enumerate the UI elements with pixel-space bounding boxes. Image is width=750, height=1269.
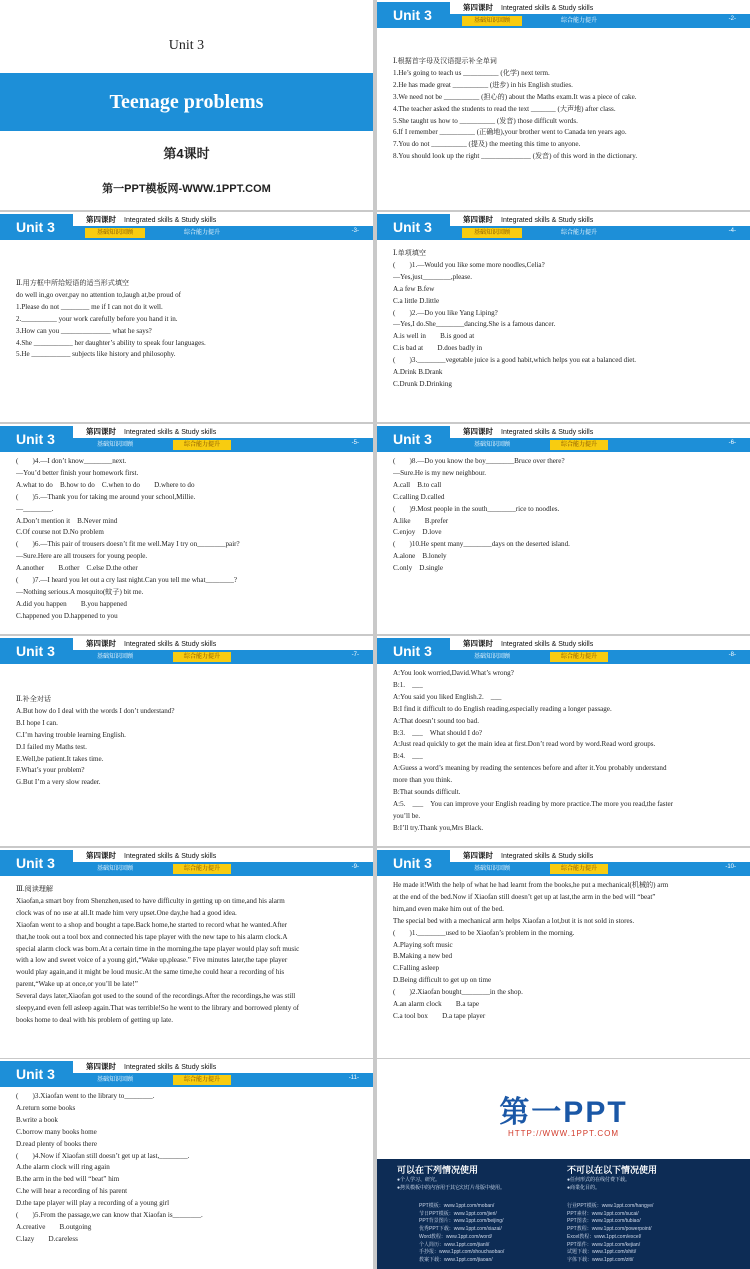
page-number: -5-: [351, 440, 359, 446]
ad-url: HTTP://WWW.1PPT.COM: [508, 1129, 619, 1138]
ad-info: [377, 1159, 750, 1269]
text-line: E.Well,be patient.It takes time.: [16, 754, 104, 763]
slide-content: [16, 456, 365, 623]
text-line: 6.If I remember __________ (正确地),your brother went to Canada ten years ago.: [393, 128, 627, 137]
text-line: A.the alarm clock will ring again: [16, 1163, 110, 1172]
page-number: -11-: [348, 1075, 359, 1081]
text-line: B.write a book: [16, 1115, 58, 1124]
cover-site: 第一PPT模板网-WWW.1PPT.COM: [102, 183, 271, 195]
slide-header: [0, 848, 373, 878]
unit-tag: Unit 3: [377, 638, 450, 664]
text-line: parent,“Wake up at once,or you’ll be late!”: [16, 980, 138, 989]
text-line: ( )4.—I don’t know________next.: [16, 457, 127, 465]
text-line: ( )4.Now if Xiaofan still doesn’t get up at last,________.: [16, 1151, 190, 1160]
slide-content: [393, 668, 742, 835]
text-line: —You’d better finish your homework first.: [16, 468, 139, 477]
slide-header: [377, 636, 750, 666]
tab-bar: [450, 14, 750, 28]
text-line: A.return some books: [16, 1103, 76, 1112]
lesson-subtitle: Integrated skills & Study skills: [124, 429, 217, 436]
text-line: C.a tool box D.a tape player: [393, 1011, 486, 1020]
slide-2: [377, 0, 750, 210]
text-line: books home to deal with his problem of getting up late.: [16, 1015, 174, 1024]
text-line: C.enjoy D.love: [393, 528, 442, 537]
unit-tag: Unit 3: [0, 850, 73, 876]
tab-advanced[interactable]: 综合能力提升: [173, 440, 231, 450]
text-line: A.alone B.lonely: [393, 552, 447, 561]
text-line: ( )7.—I heard you let out a cry last night.Can you tell me what________?: [16, 576, 238, 585]
slide-8: [377, 636, 750, 846]
text-line: that,he took out a tool box and connected his tape player with the new tape to his alarm clock.A: [16, 932, 288, 941]
slide-header: [0, 1059, 373, 1089]
text-line: clock was of no use at all.It made him very upset.One day,he had a good idea.: [16, 908, 237, 917]
text-line: A:You said you liked English.2. ___: [393, 692, 502, 701]
tab-bar: [450, 226, 750, 240]
ad-link[interactable]: 手抄报：www.1ppt.com/shouchaobao/: [419, 1249, 505, 1256]
text-line: special alarm clock was born.At a certain time in the morning,the tape player would play soft music: [16, 944, 300, 953]
tab-basic[interactable]: 基础知识回顾: [96, 1077, 133, 1083]
text-line: C.calling D.called: [393, 492, 445, 501]
lesson-subtitle: Integrated skills & Study skills: [501, 5, 594, 12]
text-line: —Sure.Here are all trousers for young people.: [16, 552, 148, 561]
ad-slide: [377, 1059, 750, 1269]
slide-header: [377, 0, 750, 30]
lesson-number: 第四课时: [86, 427, 116, 436]
cover-slide: [0, 0, 373, 210]
slide-4: [377, 212, 750, 422]
unit-tag: Unit 3: [377, 2, 450, 28]
slide-11: [0, 1059, 373, 1269]
page-number: -10-: [725, 864, 736, 870]
text-line: Ⅰ.根据首字母及汉语提示补全单词: [393, 57, 497, 65]
unit-tag: Unit 3: [0, 214, 73, 240]
text-line: A.did you happen B.you happened: [16, 599, 127, 608]
ad-links-right: [567, 1203, 742, 1265]
text-line: B.Making a new bed: [393, 952, 453, 961]
lesson-title: [86, 1061, 216, 1072]
ad-allowed: [397, 1163, 567, 1192]
text-line: C.Falling asleep: [393, 964, 440, 973]
lesson-title: [463, 214, 593, 225]
text-line: A:5. ___ You can improve your English reading by more practice.The more you read,the faster: [393, 799, 673, 808]
tab-basic[interactable]: 基础知识回顾: [473, 442, 510, 448]
tab-basic[interactable]: 基础知识回顾: [96, 866, 133, 872]
unit-tag: Unit 3: [377, 426, 450, 452]
text-line: Ⅱ.用方框中所给短语的适当形式填空: [16, 279, 130, 287]
text-line: C.borrow many books home: [16, 1127, 97, 1136]
slide-content: [16, 694, 365, 789]
tab-bar: [73, 226, 373, 240]
ad-forbidden-note: ●商業化目的。: [567, 1185, 601, 1191]
text-line: —Yes,just________,please.: [393, 272, 473, 281]
text-line: A.creative B.outgoing: [16, 1222, 92, 1231]
tab-bar: [73, 650, 373, 664]
cover-lesson: 第4课时: [163, 146, 210, 161]
text-line: ( )9.Most people in the south________rice to noodles.: [393, 504, 560, 513]
unit-tag: Unit 3: [377, 850, 450, 876]
tab-bar: [73, 438, 373, 452]
text-line: A.is well in B.is good at: [393, 332, 475, 341]
text-line: ( )2.—Do you like Yang Liping?: [393, 308, 498, 317]
text-line: A.an alarm clock B.a tape: [393, 1000, 480, 1009]
text-line: A.Drink B.Drank: [393, 368, 443, 377]
text-line: would play again,and it might be loud music.At the same time,he could hear a recording of his: [16, 968, 285, 977]
lesson-title: [86, 214, 216, 225]
text-line: A.a few B.few: [393, 284, 435, 293]
slide-content: [16, 1091, 365, 1246]
text-line: ( )6.—This pair of trousers doesn’t fit me well.May I try on________pair?: [16, 540, 240, 549]
lesson-subtitle: Integrated skills & Study skills: [124, 853, 217, 860]
lesson-title: [86, 850, 216, 861]
tab-advanced[interactable]: 综合能力提升: [173, 864, 231, 874]
page-number: -7-: [351, 652, 359, 658]
text-line: D.I failed my Maths test.: [16, 742, 87, 751]
ad-link[interactable]: PPT背景图片：www.1ppt.com/beijing/: [419, 1218, 504, 1225]
text-line: C.he will hear a recording of his parent: [16, 1187, 128, 1196]
text-line: 8.You should look up the right ______________ (发音) of this word in the dictionary.: [393, 152, 638, 161]
text-line: sleepy,and even fell asleep again.That was terrible!So he went to the library and borrowed plenty of: [16, 1004, 299, 1013]
text-line: more than you think.: [393, 776, 453, 785]
tab-basic[interactable]: 基础知识回顾: [96, 442, 133, 448]
text-line: Several days later,Xiaofan got used to the sound of the recordings.After the recordings,he was still: [16, 992, 296, 1001]
ad-link[interactable]: PPT素材：www.1ppt.com/sucai/: [567, 1210, 639, 1217]
lesson-number: 第四课时: [86, 1062, 116, 1071]
slide-content: [393, 456, 742, 575]
ad-link[interactable]: 优秀PPT下载：www.1ppt.com/xiazai/: [419, 1226, 502, 1233]
tab-advanced[interactable]: 综合能力提升: [173, 1075, 231, 1085]
lesson-title: [86, 638, 216, 649]
page-number: -9-: [351, 864, 359, 870]
text-line: A.Playing soft music: [393, 940, 453, 949]
ad-allowed-title: 可以在下列情况使用: [397, 1165, 479, 1175]
lesson-title: [463, 2, 593, 13]
unit-tag: Unit 3: [0, 638, 73, 664]
text-line: 4.She ___________ her daughter’s ability to speak four languages.: [16, 338, 206, 347]
text-line: B:That sounds difficult.: [393, 788, 461, 797]
text-line: A:Just read quickly to get the main idea at first.Don’t read word by word.Read word groups.: [393, 740, 656, 749]
slide-10: [377, 848, 750, 1058]
text-line: G.But I’m a very slow reader.: [16, 778, 101, 787]
lesson-number: 第四课时: [463, 215, 493, 224]
tab-advanced[interactable]: 综合能力提升: [173, 652, 231, 662]
page-number: -6-: [728, 440, 736, 446]
page-number: -4-: [728, 228, 736, 234]
tab-bar: [450, 862, 750, 876]
text-line: ( )1.—Would you like some more noodles,Celia?: [393, 260, 545, 269]
text-line: 1.Please do not ________ me if I can not do it well.: [16, 302, 163, 311]
ad-link[interactable]: PPT课件：www.1ppt.com/kejian/: [567, 1241, 641, 1248]
slide-header: [0, 212, 373, 242]
text-line: He made it!With the help of what he had learnt from the books,he put a mechanical(机械的) arm: [393, 881, 669, 889]
text-line: B:3. ___ What should I do?: [393, 728, 483, 737]
lesson-subtitle: Integrated skills & Study skills: [124, 217, 217, 224]
text-line: C.a little D.little: [393, 296, 440, 305]
page-number: -3-: [351, 228, 359, 234]
slide-content: [393, 248, 742, 391]
text-line: A:You look worried,David.What’s wrong?: [393, 669, 514, 677]
text-line: C.Drunk D.Drinking: [393, 379, 452, 388]
tab-basic[interactable]: 基础知识回顾: [96, 654, 133, 660]
text-line: A.like B.prefer: [393, 516, 449, 525]
text-line: Ⅰ.单项填空: [393, 249, 426, 257]
tab-basic[interactable]: 基础知识回顾: [462, 228, 522, 238]
slide-content: [16, 884, 365, 1027]
ad-forbidden-note: ●任何形式的在线付费下载。: [567, 1177, 631, 1183]
slide-9: [0, 848, 373, 1058]
ad-link[interactable]: PPT模板：www.1ppt.com/moban/: [419, 1203, 495, 1209]
text-line: B.I hope I can.: [16, 718, 58, 727]
slide-header: [377, 848, 750, 878]
text-line: ( )3.________vegetable juice is a good habit,which helps you eat a balanced diet.: [393, 356, 637, 365]
text-line: A.call B.to call: [393, 480, 442, 489]
ad-link[interactable]: 节日PPT模板：www.1ppt.com/jieri/: [419, 1210, 497, 1217]
text-line: A.But how do I deal with the words I don’t understand?: [16, 706, 175, 715]
slide-content: [16, 278, 365, 361]
text-line: 4.The teacher asked the students to read the text _______ (大声地) after class.: [393, 104, 616, 113]
text-line: B:1. ___: [393, 680, 423, 689]
text-line: —Yes,I do.She________dancing.She is a famous dancer.: [393, 320, 556, 329]
text-line: at the end of the bed.Now if Xiaofan still doesn’t get up at last,the arm in the bed will “beat”: [393, 892, 656, 901]
text-line: C.only D.single: [393, 564, 444, 573]
ad-link[interactable]: PPT教程：www.1ppt.com/powerpoint/: [567, 1226, 652, 1233]
ad-link[interactable]: PPT图表：www.1ppt.com/tubiao/: [567, 1218, 641, 1225]
text-line: you’ll be.: [393, 811, 421, 820]
ad-link[interactable]: 个人简历：www.1ppt.com/jianli/: [419, 1241, 490, 1248]
tab-bar: [450, 438, 750, 452]
tab-advanced[interactable]: 综合能力提升: [550, 440, 608, 450]
text-line: B.the arm in the bed will “beat” him: [16, 1175, 120, 1184]
text-line: C.lazy D.careless: [16, 1234, 78, 1243]
text-line: 7.You do not __________ (提及) the meeting this time to anyone.: [393, 140, 581, 149]
ad-link[interactable]: 教案下载：www.1ppt.com/jiaoan/: [419, 1256, 493, 1263]
text-line: B:I’ll try.Thank you,Mrs Black.: [393, 823, 484, 832]
tab-bar: [450, 650, 750, 664]
slide-header: [377, 424, 750, 454]
text-line: F.What’s your problem?: [16, 766, 85, 775]
ad-link[interactable]: 试题下载：www.1ppt.com/shiti/: [567, 1249, 637, 1256]
text-line: ( )2.Xiaofan bought________in the shop.: [393, 988, 523, 997]
text-line: 3.How can you ______________ what he says?: [16, 326, 152, 335]
ad-forbidden: [567, 1163, 737, 1192]
text-line: D.the tape player will play a recording of a young girl: [16, 1199, 170, 1208]
lesson-subtitle: Integrated skills & Study skills: [501, 217, 594, 224]
ad-allowed-note: ●拷贝模板中的内容用于其它幻灯片母版中使用。: [397, 1185, 506, 1191]
unit-tag: Unit 3: [0, 426, 73, 452]
tab-advanced[interactable]: 综合能力提升: [183, 230, 220, 236]
tab-basic[interactable]: 基础知识回顾: [473, 866, 510, 872]
text-line: D.read plenty of books there: [16, 1139, 97, 1148]
lesson-number: 第四课时: [463, 3, 493, 12]
ad-link[interactable]: 行业PPT模板：www.1ppt.com/hangye/: [567, 1203, 654, 1209]
text-line: 5.She taught us how to __________ (发音) those difficult words.: [393, 116, 578, 125]
text-line: 3.We need not be __________ (担心的) about the Maths exam.It was a piece of cake.: [393, 92, 637, 101]
lesson-number: 第四课时: [463, 639, 493, 648]
text-line: C.is bad at D.does badly in: [393, 344, 483, 353]
tab-advanced[interactable]: 综合能力提升: [550, 864, 608, 874]
text-line: ( )1.________used to be Xiaofan’s problem in the morning.: [393, 928, 575, 937]
text-line: ( )3.Xiaofan went to the library to________.: [16, 1092, 155, 1100]
tab-bar: [73, 1073, 373, 1087]
text-line: Ⅱ.补全对话: [16, 695, 51, 703]
text-line: Xiaofan went to a shop and bought a tape.Back home,he started to record what he wanted.After: [16, 920, 288, 929]
lesson-title: [463, 638, 593, 649]
ad-link[interactable]: Word教程：www.1ppt.com/word/: [419, 1233, 492, 1240]
lesson-number: 第四课时: [86, 639, 116, 648]
slide-3: [0, 212, 373, 422]
text-line: A.what to do B.how to do C.when to do D.where to do: [16, 480, 195, 489]
text-line: Xiaofan,a smart boy from Shenzhen,used to have difficulty in getting up on time,and his alarm: [16, 896, 285, 905]
ad-top: [377, 1059, 750, 1159]
text-line: 2.He has made great __________ (进步) in his English studies.: [393, 80, 573, 89]
text-line: Ⅲ.阅读理解: [16, 885, 53, 893]
lesson-title: [463, 850, 593, 861]
text-line: B:4. ___: [393, 752, 423, 761]
page-number: -8-: [728, 652, 736, 658]
ad-forbidden-title: 不可以在以下情况使用: [567, 1165, 658, 1175]
text-line: 2.__________ your work carefully before you hand it in.: [16, 314, 178, 323]
text-line: B:I find it difficult to do English reading,especially reading a longer passage.: [393, 704, 612, 713]
text-line: C.happened you D.happened to you: [16, 611, 118, 620]
text-line: A.Don’t mention it B.Never mind: [16, 516, 118, 525]
text-line: 1.He’s going to teach us __________ (化学) next term.: [393, 68, 550, 77]
lesson-number: 第四课时: [463, 427, 493, 436]
text-line: ( )5.—Thank you for taking me around your school,Millie.: [16, 492, 196, 501]
ppt-logo: 第一PPT: [499, 1096, 628, 1129]
lesson-subtitle: Integrated skills & Study skills: [501, 853, 594, 860]
slide-6: [377, 424, 750, 634]
slide-content: [393, 880, 742, 1023]
unit-tag: Unit 3: [0, 1061, 73, 1087]
tab-basic[interactable]: 基础知识回顾: [85, 228, 145, 238]
lesson-title: [463, 426, 593, 437]
text-line: —Nothing serious.A mosquito(蚊子) bit me.: [16, 587, 144, 596]
text-line: —Sure.He is my new neighbour.: [393, 468, 486, 477]
text-line: do well in,go over,pay no attention to,laugh at,be proud of: [16, 290, 182, 299]
cover-title: Teenage problems: [0, 73, 373, 131]
lesson-subtitle: Integrated skills & Study skills: [501, 641, 594, 648]
slide-header: [0, 636, 373, 666]
text-line: ( )5.From the passage,we can know that Xiaofan is________.: [16, 1211, 203, 1220]
slide-7: [0, 636, 373, 846]
text-line: ( )8.—Do you know the boy________Bruce over there?: [393, 457, 565, 465]
lesson-number: 第四课时: [86, 215, 116, 224]
lesson-number: 第四课时: [463, 851, 493, 860]
tab-advanced[interactable]: 综合能力提升: [560, 18, 597, 24]
slide-content: [393, 56, 742, 163]
slide-header: [0, 424, 373, 454]
lesson-subtitle: Integrated skills & Study skills: [124, 641, 217, 648]
text-line: A:Guess a word’s meaning by reading the sentences before and after it.You probably understand: [393, 764, 667, 773]
text-line: with a low and sweet voice of a young girl,“Wake up,please.” Five minutes later,the tape player: [16, 956, 288, 965]
text-line: The special bed with a mechanical arm helps Xiaofan a lot,but it is not sold in stores.: [393, 916, 635, 925]
slide-header: [377, 212, 750, 242]
lesson-number: 第四课时: [86, 851, 116, 860]
lesson-subtitle: Integrated skills & Study skills: [501, 429, 594, 436]
text-line: ( )10.He spent many________days on the deserted island.: [393, 540, 570, 549]
text-line: C.Of course not D.No problem: [16, 528, 104, 537]
tab-bar: [73, 862, 373, 876]
text-line: D.Being difficult to get up on time: [393, 976, 492, 985]
text-line: A:That doesn’t sound too bad.: [393, 716, 479, 725]
text-line: A.another B.other C.else D.the other: [16, 564, 138, 573]
ad-link[interactable]: 字体下载：www.1ppt.com/ziti/: [567, 1256, 634, 1263]
lesson-subtitle: Integrated skills & Study skills: [124, 1064, 217, 1071]
ad-allowed-note: ●个人学习、研究。: [397, 1177, 441, 1183]
ad-link[interactable]: Excel教程：www.1ppt.com/excel/: [567, 1233, 642, 1240]
tab-basic[interactable]: 基础知识回顾: [473, 654, 510, 660]
tab-basic[interactable]: 基础知识回顾: [462, 16, 522, 26]
tab-advanced[interactable]: 综合能力提升: [560, 230, 597, 236]
tab-advanced[interactable]: 综合能力提升: [550, 652, 608, 662]
cover-unit: Unit 3: [168, 38, 205, 53]
text-line: 5.He ___________ subjects like history and philosophy.: [16, 350, 176, 359]
text-line: him,and even make him out of the bed.: [393, 904, 504, 913]
slide-5: [0, 424, 373, 634]
text-line: —________.: [16, 504, 54, 513]
lesson-title: [86, 426, 216, 437]
page-number: -2-: [728, 16, 736, 22]
text-line: C.I’m having trouble learning English.: [16, 730, 126, 739]
unit-tag: Unit 3: [377, 214, 450, 240]
